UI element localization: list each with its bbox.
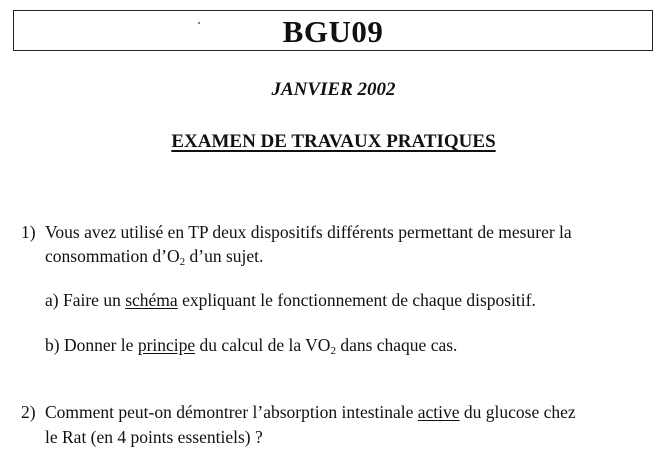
course-code: BGU09 [282, 14, 384, 49]
question-1a-keyword: schéma [125, 290, 178, 310]
question-1a-after: expliquant le fonctionnement de chaque dispositif. [177, 290, 536, 310]
question-2-line-1-after: du glucose chez [459, 402, 576, 422]
o2-subscript: 2 [179, 256, 186, 268]
question-1-line-2-suffix: d’un sujet. [185, 246, 264, 266]
question-1-line-1: Vous avez utilisé en TP deux dispositifs différents permettant de mesurer la [45, 222, 572, 242]
question-1b-middle: du calcul de la VO [195, 335, 331, 355]
question-1-line-2 [45, 245, 263, 267]
question-1a [45, 289, 536, 311]
question-1b-keyword: principe [137, 335, 196, 355]
question-1b-before: Donner le [59, 335, 138, 355]
question-2-number: 2) [21, 402, 36, 422]
question-1-number: 1) [21, 222, 36, 242]
question-1-line-2-prefix: consommation d’O [45, 246, 180, 266]
header-box [13, 10, 653, 51]
question-2-keyword: active [417, 402, 460, 422]
exam-date: JANVIER 2002 [271, 79, 396, 100]
question-2-line-2: le Rat (en 4 points essentiels) ? [45, 427, 263, 447]
scan-speck [198, 22, 200, 24]
question-1b-after: dans chaque cas. [335, 335, 458, 355]
exam-title-wrapper [0, 130, 667, 154]
question-1a-before: Faire un [58, 290, 126, 310]
vo2-subscript: 2 [330, 345, 336, 357]
question-2-line-1 [45, 401, 576, 423]
question-1b [45, 334, 457, 356]
question-2-line-1-before: Comment peut-on démontrer l’absorption intestinale [45, 402, 418, 422]
question-1b-label: b) [45, 335, 60, 355]
exam-title: EXAMEN DE TRAVAUX PRATIQUES [171, 131, 496, 152]
question-1a-label: a) [45, 290, 59, 310]
